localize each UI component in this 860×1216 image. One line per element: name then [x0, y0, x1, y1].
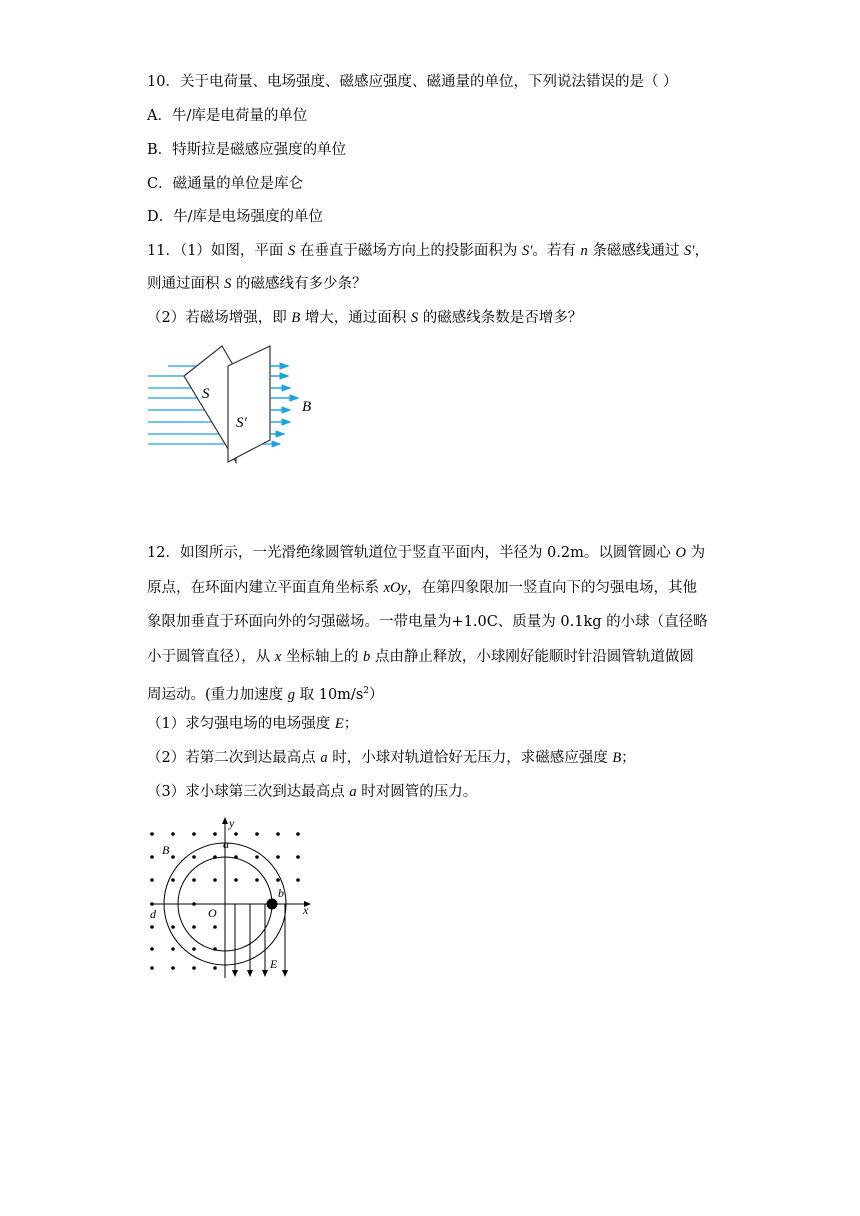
q12-line-1: 12．如图所示，一光滑绝缘圆管轨道位于竖直平面内，半径为 0.2m。以圆管圆心 O 为	[147, 545, 706, 561]
label-o: O	[208, 906, 217, 920]
field-dot	[171, 947, 175, 951]
field-dot	[296, 878, 300, 882]
field-dot	[192, 855, 196, 859]
q12-line-4: 小于圆管直径），从 x 坐标轴上的 b 点由静止释放，小球刚好能顺时针沿圆管轨道做圆	[147, 649, 694, 665]
field-dot	[171, 832, 175, 836]
field-dot	[192, 832, 196, 836]
label-e: E	[270, 957, 278, 971]
q12-line-3: 象限加垂直于环面向外的匀强磁场。一带电量为+1.0C、质量为 0.1kg 的小球（直径略	[147, 614, 708, 630]
q12-sub-1: （1）求匀强电场的电场强度 E；	[147, 716, 359, 732]
q12-line-2: 原点，在环面内建立平面直角坐标系 xOy，在第四象限加一竖直向下的匀强电场，其他	[147, 580, 697, 596]
field-dot	[213, 966, 217, 970]
label-x: x	[303, 903, 309, 917]
field-dot	[171, 966, 175, 970]
plane-s-prime	[228, 346, 270, 462]
q11-magnetic-flux-figure	[140, 340, 330, 470]
field-dot	[296, 855, 300, 859]
field-dot	[150, 966, 154, 970]
field-dot	[213, 832, 217, 836]
label-s: S	[202, 386, 210, 402]
field-dot	[276, 832, 280, 836]
q10-option-c: C．磁通量的单位是库仑	[147, 176, 304, 192]
label-y: y	[229, 816, 235, 830]
label-b: b	[278, 886, 284, 900]
field-dot	[296, 832, 300, 836]
label-a: a	[223, 837, 229, 851]
q10-option-a: A．牛/库是电荷量的单位	[147, 108, 308, 124]
field-dot	[150, 878, 154, 882]
field-dot	[234, 832, 238, 836]
field-dot	[150, 855, 154, 859]
q11-line-2: 则通过面积 S 的磁感线有多少条？	[147, 276, 367, 292]
field-dot	[171, 925, 175, 929]
q11-line-3: （2）若磁场增强，即 B 增大，通过面积 S 的磁感线条数是否增多？	[147, 310, 583, 326]
label-b: B	[302, 399, 312, 415]
field-dot	[171, 878, 175, 882]
field-dot	[150, 947, 154, 951]
label-s-prime: S′	[236, 415, 247, 431]
q12-circular-track-figure	[140, 816, 320, 981]
field-dot	[255, 855, 259, 859]
q10-option-d: D．牛/库是电场强度的单位	[147, 209, 324, 225]
field-dot	[150, 925, 154, 929]
field-dot	[171, 855, 175, 859]
field-dot	[276, 855, 280, 859]
label-d: d	[150, 907, 156, 921]
q12-line-5: 周运动。(重力加速度 g 取 $10m/s^2$）	[147, 686, 384, 703]
field-dot	[192, 947, 196, 951]
field-dot	[213, 878, 217, 882]
label-b-field: B	[162, 843, 170, 857]
q12-sub-2: （2）若第二次到达最高点 a 时，小球对轨道恰好无压力，求磁感应强度 B；	[147, 750, 636, 766]
q12-sub-3: （3）求小球第三次到达最高点 a 时对圆管的压力。	[147, 784, 478, 800]
field-dot	[234, 878, 238, 882]
field-dot	[192, 925, 196, 929]
field-dot	[192, 878, 196, 882]
field-dot	[213, 925, 217, 929]
field-dot	[192, 966, 196, 970]
field-dot	[276, 878, 280, 882]
field-dot	[255, 832, 259, 836]
q11-line-1: 11．（1）如图，平面 S 在垂直于磁场方向上的投影面积为 S′。若有 n 条磁感线通过 S′，	[147, 243, 709, 259]
field-dot	[255, 878, 259, 882]
q10-option-b: B．特斯拉是磁感应强度的单位	[147, 142, 347, 158]
electric-field-lines	[235, 904, 285, 976]
ball	[267, 899, 278, 910]
field-dot	[150, 832, 154, 836]
q10-stem: 10．关于电荷量、电场强度、磁感应强度、磁通量的单位，下列说法错误的是（ ）	[147, 74, 678, 90]
